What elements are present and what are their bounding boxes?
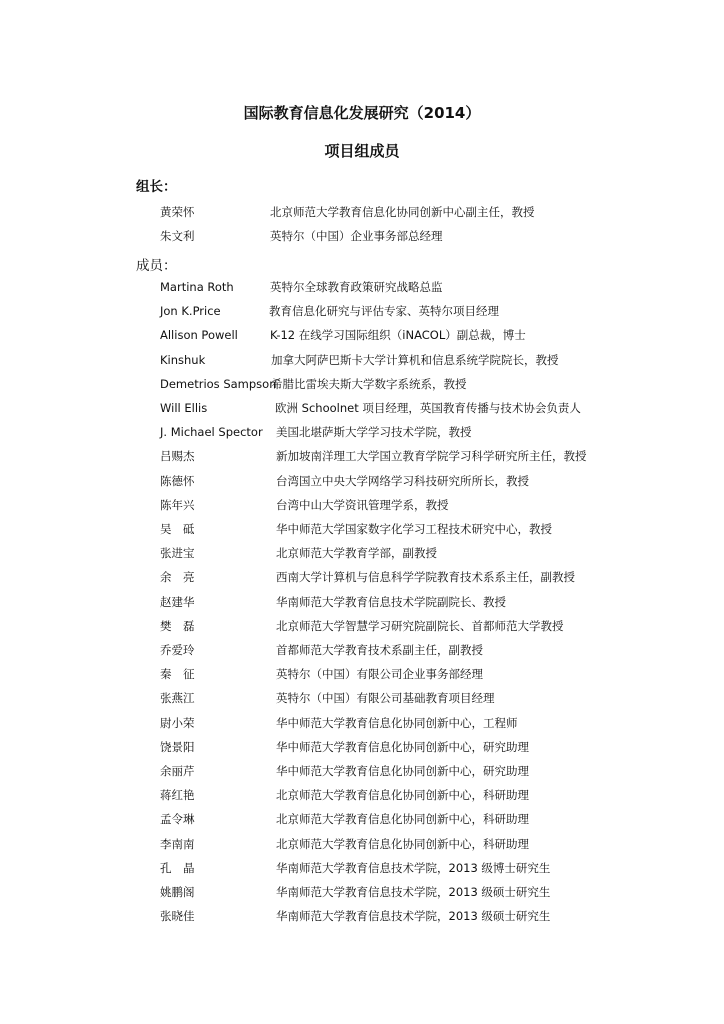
person-name: 秦 征 bbox=[160, 667, 195, 681]
person-name: Demetrios Sampson bbox=[160, 377, 277, 391]
person-role: K-12 在线学习国际组织（iNACOL）副总裁，博士 bbox=[270, 328, 526, 342]
person-name: 张晓佳 bbox=[160, 909, 195, 923]
person-role: 北京师范大学教育学部，副教授 bbox=[276, 546, 437, 560]
document-subtitle: 项目组成员 bbox=[324, 142, 400, 160]
person-row bbox=[0, 397, 724, 419]
person-row bbox=[0, 494, 724, 516]
person-row bbox=[0, 736, 724, 758]
person-name: Will Ellis bbox=[160, 401, 208, 415]
person-name: 陈德怀 bbox=[160, 474, 195, 488]
person-role: 希腊比雷埃夫斯大学数字系统系，教授 bbox=[271, 377, 467, 391]
person-row bbox=[0, 300, 724, 322]
person-role: 北京师范大学智慧学习研究院副院长、首都师范大学教授 bbox=[276, 619, 564, 633]
person-row bbox=[0, 639, 724, 661]
person-role: 华中师范大学教育信息化协同创新中心，工程师 bbox=[276, 716, 518, 730]
person-row bbox=[0, 712, 724, 734]
person-name: 朱文利 bbox=[160, 229, 195, 243]
person-role: 英特尔（中国）企业事务部总经理 bbox=[270, 229, 443, 243]
person-row bbox=[0, 201, 724, 223]
person-role: 华南师范大学教育信息技术学院，2013 级硕士研究生 bbox=[276, 909, 551, 923]
person-role: 华南师范大学教育信息技术学院，2013 级博士研究生 bbox=[276, 861, 551, 875]
person-name: 孟令琳 bbox=[160, 812, 195, 826]
person-row bbox=[0, 905, 724, 927]
person-row bbox=[0, 421, 724, 443]
document-title: 国际教育信息化发展研究（2014） bbox=[243, 104, 481, 122]
person-role: 华南师范大学教育信息技术学院副院长、教授 bbox=[276, 595, 506, 609]
person-name: 蒋红艳 bbox=[160, 788, 195, 802]
person-name: 陈年兴 bbox=[160, 498, 195, 512]
person-row bbox=[0, 349, 724, 371]
person-role: 北京师范大学教育信息化协同创新中心，科研助理 bbox=[276, 812, 529, 826]
person-row bbox=[0, 225, 724, 247]
person-row bbox=[0, 760, 724, 782]
person-row bbox=[0, 276, 724, 298]
person-row bbox=[0, 881, 724, 903]
person-name: J. Michael Spector bbox=[160, 425, 263, 439]
person-row bbox=[0, 808, 724, 830]
person-row bbox=[0, 373, 724, 395]
person-role: 教育信息化研究与评估专家、英特尔项目经理 bbox=[269, 304, 499, 318]
person-name: 张进宝 bbox=[160, 546, 195, 560]
person-name: 乔爱玲 bbox=[160, 643, 195, 657]
person-name: Allison Powell bbox=[160, 328, 238, 342]
person-name: 孔 晶 bbox=[160, 861, 195, 875]
person-role: 英特尔全球教育政策研究战略总监 bbox=[270, 280, 443, 294]
person-name: 尉小荣 bbox=[160, 716, 195, 730]
person-row bbox=[0, 663, 724, 685]
members-heading: 成员： bbox=[136, 258, 177, 274]
person-role: 西南大学计算机与信息科学学院教育技术系系主任，副教授 bbox=[276, 570, 575, 584]
person-name: 吴 砥 bbox=[160, 522, 195, 536]
person-name: Martina Roth bbox=[160, 280, 234, 294]
person-name: 李南南 bbox=[160, 837, 195, 851]
person-role: 华中师范大学教育信息化协同创新中心，研究助理 bbox=[276, 764, 529, 778]
person-role: 台湾国立中央大学网络学习科技研究所所长，教授 bbox=[276, 474, 529, 488]
person-role: 北京师范大学教育信息化协同创新中心，科研助理 bbox=[276, 837, 529, 851]
person-row bbox=[0, 591, 724, 613]
person-role: 英特尔（中国）有限公司基础教育项目经理 bbox=[276, 691, 495, 705]
person-role: 北京师范大学教育信息化协同创新中心副主任，教授 bbox=[270, 205, 535, 219]
person-row bbox=[0, 615, 724, 637]
person-role: 美国北堪萨斯大学学习技术学院，教授 bbox=[276, 425, 472, 439]
person-row bbox=[0, 324, 724, 346]
person-row bbox=[0, 518, 724, 540]
person-role: 华中师范大学国家数字化学习工程技术研究中心，教授 bbox=[276, 522, 552, 536]
person-name: 余丽芹 bbox=[160, 764, 195, 778]
person-row bbox=[0, 566, 724, 588]
person-row bbox=[0, 470, 724, 492]
person-name: 余 亮 bbox=[160, 570, 195, 584]
person-name: Kinshuk bbox=[160, 353, 206, 367]
person-role: 华南师范大学教育信息技术学院，2013 级硕士研究生 bbox=[276, 885, 551, 899]
person-row bbox=[0, 687, 724, 709]
person-role: 台湾中山大学资讯管理学系，教授 bbox=[276, 498, 449, 512]
person-name: 樊 磊 bbox=[160, 619, 195, 633]
person-role: 北京师范大学教育信息化协同创新中心，科研助理 bbox=[276, 788, 529, 802]
person-name: Jon K.Price bbox=[160, 304, 221, 318]
person-name: 黄荣怀 bbox=[160, 205, 195, 219]
person-role: 加拿大阿萨巴斯卡大学计算机和信息系统学院院长，教授 bbox=[271, 353, 559, 367]
person-name: 赵建华 bbox=[160, 595, 195, 609]
person-row bbox=[0, 857, 724, 879]
person-role: 首都师范大学教育技术系副主任，副教授 bbox=[276, 643, 483, 657]
person-role: 英特尔（中国）有限公司企业事务部经理 bbox=[276, 667, 483, 681]
person-row bbox=[0, 542, 724, 564]
person-row bbox=[0, 445, 724, 467]
person-name: 张燕江 bbox=[160, 691, 195, 705]
person-name: 饶景阳 bbox=[160, 740, 195, 754]
person-role: 欧洲 Schoolnet 项目经理，英国教育传播与技术协会负责人 bbox=[275, 401, 581, 415]
person-name: 姚鹏阁 bbox=[160, 885, 195, 899]
person-row bbox=[0, 833, 724, 855]
person-name: 吕赐杰 bbox=[160, 449, 195, 463]
person-row bbox=[0, 784, 724, 806]
leaders-heading: 组长： bbox=[136, 179, 177, 195]
person-role: 华中师范大学教育信息化协同创新中心，研究助理 bbox=[276, 740, 529, 754]
person-role: 新加坡南洋理工大学国立教育学院学习科学研究所主任，教授 bbox=[276, 449, 587, 463]
